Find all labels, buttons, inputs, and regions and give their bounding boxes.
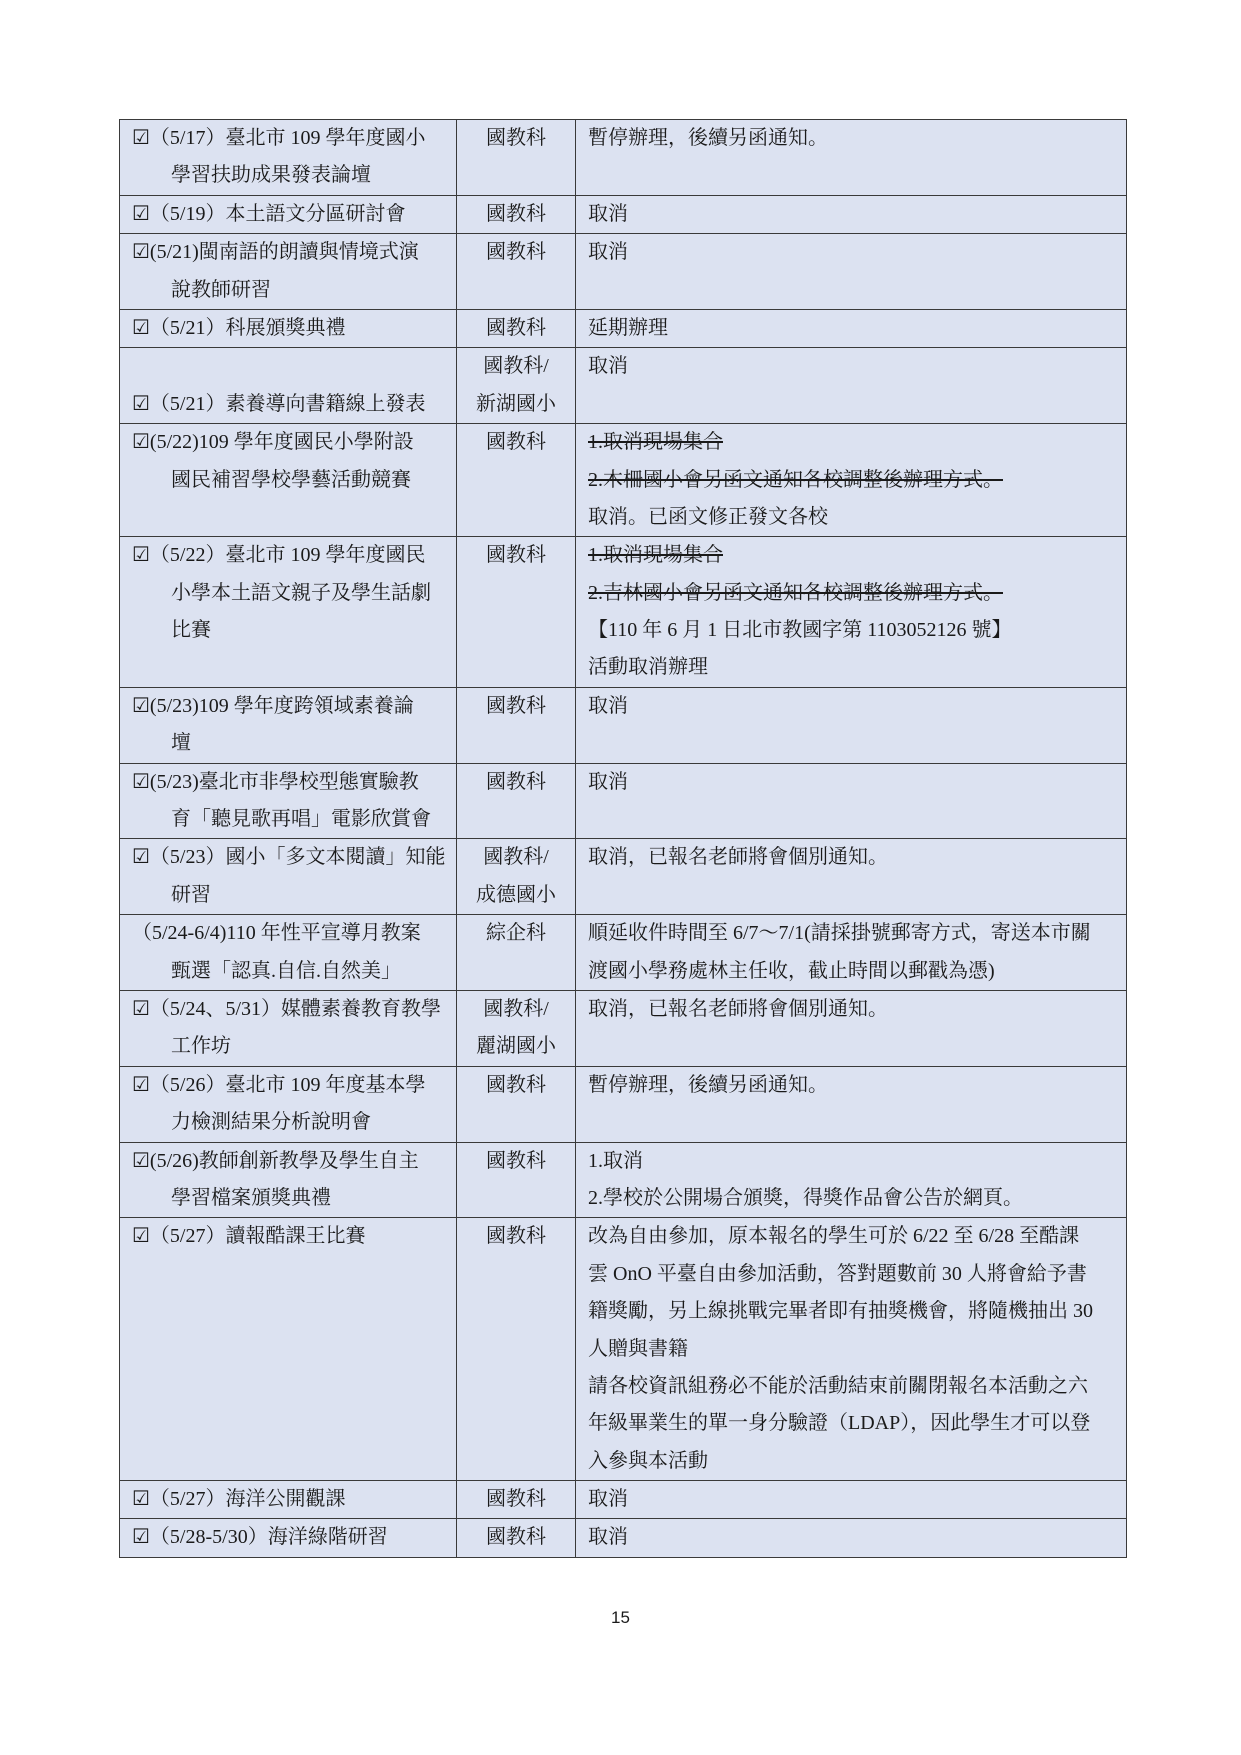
table-row — [120, 1218, 1127, 1481]
status-cell — [576, 537, 1127, 688]
event-name-line: 學習檔案頒獎典禮 — [171, 1186, 331, 1209]
organizer-line: 國教科 — [486, 694, 546, 717]
table-row — [120, 234, 1127, 310]
table-row — [120, 348, 1127, 424]
status-line: 取消 — [588, 694, 628, 717]
status-line: 延期辦理 — [588, 316, 668, 339]
event-name-cell — [120, 120, 457, 196]
event-name-line: ☑(5/21)閩南語的朗讀與情境式演 — [132, 241, 419, 264]
event-name-line: 力檢測結果分析說明會 — [171, 1111, 371, 1134]
event-name-line: 甄選「認真.自信.自然美」 — [171, 959, 401, 982]
status-line: 暫停辦理，後續另函通知。 — [588, 1073, 828, 1096]
organizer-line: 國教科 — [486, 431, 546, 454]
status-line: 1.取消現場集合 — [588, 431, 723, 454]
organizer-cell — [457, 990, 576, 1066]
status-cell — [576, 234, 1127, 310]
event-name-line: ☑（5/17）臺北市 109 學年度國小 — [132, 127, 426, 149]
event-name-line: ☑（5/28-5/30）海洋綠階研習 — [132, 1526, 388, 1549]
status-line: 取消 — [588, 241, 628, 264]
event-name-line: ☑（5/21）科展頒獎典禮 — [132, 316, 346, 339]
table-row — [120, 1142, 1127, 1218]
table-row — [120, 309, 1127, 347]
event-name-line: 工作坊 — [171, 1035, 231, 1058]
event-name-line: ☑（5/27）讀報酷課王比賽 — [132, 1225, 366, 1248]
status-cell — [576, 1218, 1127, 1481]
table-row — [120, 120, 1127, 196]
status-line: 活動取消辦理 — [588, 656, 708, 679]
events-table — [119, 119, 1127, 1558]
event-name-line — [120, 348, 456, 385]
organizer-cell — [457, 1066, 576, 1142]
organizer-line: 國教科 — [486, 1225, 546, 1248]
event-name-cell — [120, 687, 457, 763]
table-row — [120, 915, 1127, 991]
organizer-cell — [457, 1519, 576, 1557]
status-line: 改為自由參加，原本報名的學生可於 6/22 至 6/28 至酷課 — [588, 1225, 1080, 1248]
status-line: 籍獎勵，另上線挑戰完畢者即有抽獎機會，將隨機抽出 30 — [588, 1300, 1093, 1323]
event-name-line: 比賽 — [171, 619, 211, 642]
status-cell — [576, 424, 1127, 537]
organizer-line: 國教科 — [486, 202, 546, 225]
status-cell — [576, 1066, 1127, 1142]
event-name-line: ☑（5/21）素養導向書籍線上發表 — [132, 392, 426, 415]
organizer-line: 新湖國小 — [476, 392, 556, 415]
organizer-line: 國教科/ — [483, 355, 549, 378]
status-cell — [576, 195, 1127, 233]
table-row — [120, 763, 1127, 839]
status-line: 取消 — [588, 202, 628, 225]
table-row — [120, 1481, 1127, 1519]
event-name-cell — [120, 348, 457, 424]
event-name-line: 研習 — [171, 883, 211, 906]
status-line: 雲 OnO 平臺自由參加活動，答對題數前 30 人將會給予書 — [588, 1262, 1087, 1285]
table-row — [120, 1519, 1127, 1557]
event-name-cell — [120, 1218, 457, 1481]
page-number: 15 — [611, 1608, 630, 1627]
organizer-line: 國教科/ — [483, 846, 549, 869]
status-line: 入參與本活動 — [588, 1449, 708, 1472]
status-line: 2.吉林國小會另函文通知各校調整後辦理方式。 — [588, 581, 1003, 604]
status-cell — [576, 348, 1127, 424]
event-name-line: 國民補習學校學藝活動競賽 — [171, 468, 411, 491]
event-name-line: ☑（5/26）臺北市 109 年度基本學 — [132, 1073, 426, 1096]
table-row — [120, 424, 1127, 537]
event-name-line: 壇 — [171, 732, 191, 755]
status-line: 2.學校於公開場合頒獎，得獎作品會公告於網頁。 — [588, 1186, 1023, 1209]
table-row — [120, 839, 1127, 915]
status-line: 取消 — [588, 355, 628, 378]
event-name-cell — [120, 1481, 457, 1519]
organizer-cell — [457, 309, 576, 347]
status-line: 請各校資訊組務必不能於活動結束前關閉報名本活動之六 — [588, 1374, 1088, 1397]
event-name-line: 小學本土語文親子及學生話劇 — [171, 581, 431, 604]
organizer-cell — [457, 687, 576, 763]
organizer-line: 國教科 — [486, 1526, 546, 1549]
organizer-line: 國教科 — [486, 1149, 546, 1172]
organizer-cell — [457, 424, 576, 537]
organizer-cell — [457, 234, 576, 310]
organizer-line: 麗湖國小 — [476, 1035, 556, 1058]
organizer-line: 成德國小 — [476, 883, 556, 906]
status-line: 取消，已報名老師將會個別通知。 — [588, 997, 888, 1020]
table-row — [120, 1066, 1127, 1142]
event-name-cell — [120, 763, 457, 839]
organizer-line: 國教科 — [486, 316, 546, 339]
organizer-cell — [457, 537, 576, 688]
event-name-cell — [120, 1142, 457, 1218]
organizer-line: 國教科 — [486, 127, 546, 149]
organizer-cell — [457, 1481, 576, 1519]
organizer-line: 國教科 — [486, 1488, 546, 1511]
organizer-line: 國教科 — [486, 770, 546, 793]
event-name-line: ☑（5/24、5/31）媒體素養教育教學 — [132, 997, 442, 1020]
event-name-cell — [120, 195, 457, 233]
status-line: 年級畢業生的單一身分驗證（LDAP），因此學生才可以登 — [588, 1412, 1091, 1435]
table-row — [120, 687, 1127, 763]
status-line: 取消，已報名老師將會個別通知。 — [588, 846, 888, 869]
status-line: 1.取消 — [588, 1149, 643, 1172]
event-name-line: 說教師研習 — [171, 278, 271, 301]
organizer-cell — [457, 839, 576, 915]
event-name-line: ☑(5/22)109 學年度國民小學附設 — [132, 431, 414, 454]
status-line: 取消。已函文修正發文各校 — [588, 505, 828, 528]
organizer-cell — [457, 763, 576, 839]
event-name-cell — [120, 915, 457, 991]
event-name-cell — [120, 839, 457, 915]
status-line: 人贈與書籍 — [588, 1337, 688, 1360]
event-name-line: ☑（5/27）海洋公開觀課 — [132, 1488, 346, 1511]
status-cell — [576, 1519, 1127, 1557]
organizer-line: 國教科 — [486, 544, 546, 567]
status-line: 暫停辦理，後續另函通知。 — [588, 127, 828, 149]
event-name-cell — [120, 234, 457, 310]
organizer-cell — [457, 915, 576, 991]
status-line: 順延收件時間至 6/7～7/1(請採掛號郵寄方式，寄送本市關 — [588, 922, 1091, 945]
event-name-cell — [120, 990, 457, 1066]
organizer-cell — [457, 348, 576, 424]
event-name-cell — [120, 424, 457, 537]
event-name-line: ☑(5/23)臺北市非學校型態實驗教 — [132, 770, 419, 793]
event-name-line: ☑（5/23）國小「多文本閱讀」知能 — [132, 846, 446, 869]
organizer-cell — [457, 1142, 576, 1218]
event-name-line: ☑（5/19）本土語文分區研討會 — [132, 202, 406, 225]
status-cell — [576, 839, 1127, 915]
organizer-line: 國教科 — [486, 241, 546, 264]
status-cell — [576, 1142, 1127, 1218]
organizer-line: 國教科/ — [483, 997, 549, 1020]
status-cell — [576, 309, 1127, 347]
status-line: 1.取消現場集合 — [588, 544, 723, 567]
status-cell — [576, 1481, 1127, 1519]
table-row — [120, 537, 1127, 688]
event-name-line: （5/24-6/4)110 年性平宣導月教案 — [132, 922, 421, 945]
status-line: 取消 — [588, 1488, 628, 1511]
organizer-line: 綜企科 — [486, 922, 546, 945]
organizer-line: 國教科 — [486, 1073, 546, 1096]
event-name-cell — [120, 309, 457, 347]
status-line: 2.木柵國小會另函文通知各校調整後辦理方式。 — [588, 468, 1003, 491]
event-name-line: ☑(5/26)教師創新教學及學生自主 — [132, 1149, 419, 1172]
organizer-cell — [457, 195, 576, 233]
event-name-cell — [120, 1519, 457, 1557]
organizer-cell — [457, 1218, 576, 1481]
event-name-cell — [120, 537, 457, 688]
table-row — [120, 990, 1127, 1066]
event-name-line: ☑(5/23)109 學年度跨領域素養論 — [132, 694, 414, 717]
status-cell — [576, 990, 1127, 1066]
event-name-line: 學習扶助成果發表論壇 — [171, 164, 371, 187]
status-line: 渡國小學務處林主任收，截止時間以郵戳為憑) — [588, 959, 995, 982]
event-name-line: 育「聽見歌再唱」電影欣賞會 — [171, 808, 431, 831]
status-cell — [576, 915, 1127, 991]
table-row — [120, 195, 1127, 233]
status-cell — [576, 120, 1127, 196]
event-name-line: ☑（5/22）臺北市 109 學年度國民 — [132, 544, 426, 567]
organizer-cell — [457, 120, 576, 196]
event-name-cell — [120, 1066, 457, 1142]
status-cell — [576, 687, 1127, 763]
status-line: 【110 年 6 月 1 日北市教國字第 1103052126 號】 — [588, 619, 1012, 642]
status-line: 取消 — [588, 770, 628, 793]
events-table-body — [120, 120, 1127, 1558]
status-cell — [576, 763, 1127, 839]
status-line: 取消 — [588, 1526, 628, 1549]
